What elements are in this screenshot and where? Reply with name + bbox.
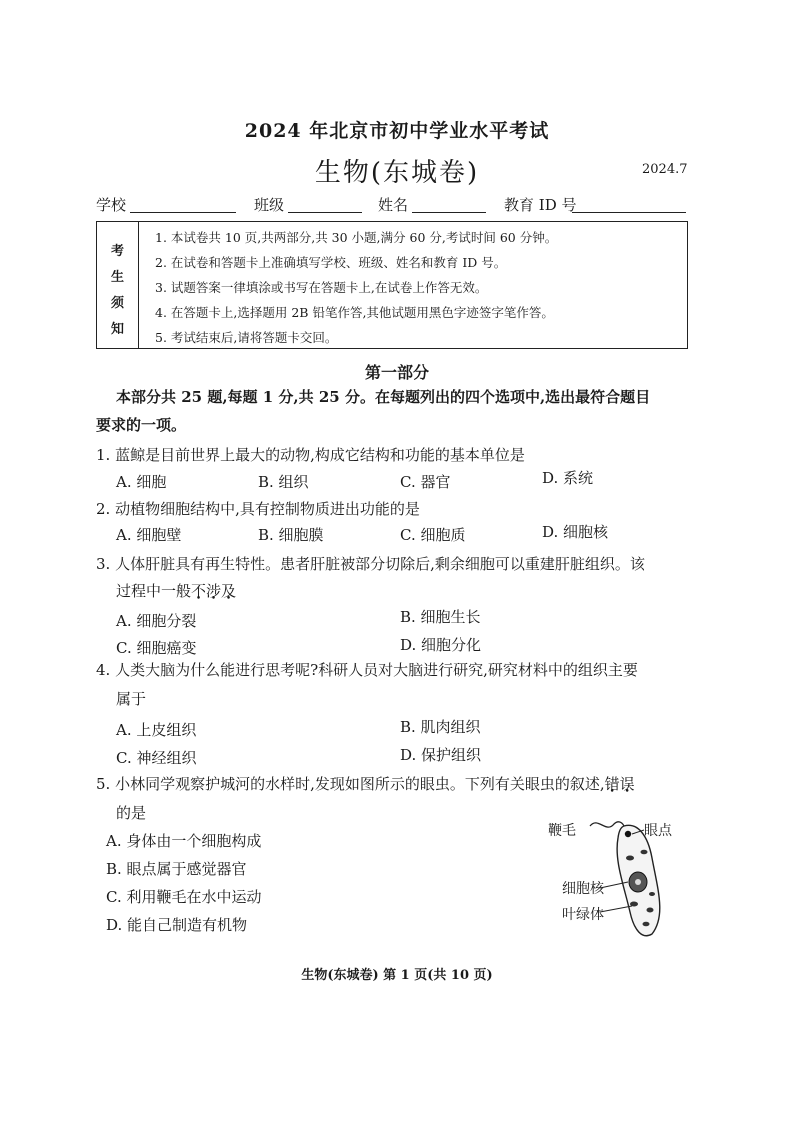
notice-item: 3. 试题答案一律填涂或书写在答题卡上,在试卷上作答无效。	[155, 280, 488, 295]
school-field[interactable]	[130, 212, 236, 213]
q4-option-b[interactable]: B. 肌肉组织	[400, 718, 481, 736]
q3-option-d[interactable]: D. 细胞分化	[400, 636, 482, 654]
q5-option-d[interactable]: D. 能自己制造有机物	[106, 916, 248, 934]
name-field[interactable]	[412, 212, 486, 213]
question-4-stem-line1: 4. 人类大脑为什么能进行思考呢?科研人员对大脑进行研究,研究材料中的组织主要	[96, 661, 638, 679]
label-nucleus: 细胞核	[562, 881, 604, 897]
q2-option-c[interactable]: C. 细胞质	[400, 526, 466, 544]
notice-side-char: 考	[110, 244, 124, 259]
class-label: 班级	[254, 196, 285, 214]
label-chloroplast: 叶绿体	[562, 907, 604, 923]
page-footer: 生物(东城卷) 第 1 页(共 10 页)	[301, 968, 493, 983]
q5-emphasis-char: 误	[619, 775, 635, 793]
q1-option-c[interactable]: C. 器官	[400, 473, 451, 491]
school-label: 学校	[96, 196, 127, 214]
notice-box	[96, 221, 688, 349]
id-field[interactable]	[572, 212, 686, 213]
question-2-stem: 2. 动植物细胞结构中,具有控制物质进出功能的是	[96, 500, 420, 518]
label-flagellum: 鞭毛	[548, 823, 576, 839]
q5-option-b[interactable]: B. 眼点属于感觉器官	[106, 860, 247, 878]
q1-option-b[interactable]: B. 组织	[258, 473, 309, 491]
q4-option-c[interactable]: C. 神经组织	[116, 749, 197, 767]
name-label: 姓名	[378, 196, 409, 214]
notice-item: 5. 考试结束后,请将答题卡交回。	[155, 330, 338, 345]
label-eyespot: 眼点	[644, 823, 672, 839]
q1-option-d[interactable]: D. 系统	[542, 469, 594, 487]
notice-side-char: 生	[110, 270, 124, 285]
notice-item: 4. 在答题卡上,选择题用 2B 铅笔作答,其他试题用黑色字迹签字笔作答。	[155, 305, 554, 320]
q5-stem-text: 5. 小林同学观察护城河的水样时,发现如图所示的眼虫。下列有关眼虫的叙述,	[96, 775, 605, 793]
exam-date: 2024.7	[642, 162, 688, 177]
notice-side-char: 知	[110, 322, 124, 337]
q5-option-c[interactable]: C. 利用鞭毛在水中运动	[106, 888, 262, 906]
q3-option-a[interactable]: A. 细胞分裂	[116, 612, 197, 630]
notice-side-char: 须	[110, 296, 124, 311]
q5-option-a[interactable]: A. 身体由一个细胞构成	[106, 832, 262, 850]
id-label: 教育 ID 号	[504, 196, 577, 214]
q3-emphasis-char: 不	[191, 582, 207, 600]
q1-option-a[interactable]: A. 细胞	[116, 473, 167, 491]
notice-side-label	[97, 222, 139, 348]
part-title: 第一部分	[364, 363, 429, 382]
q3-emphasis-char: 及	[221, 582, 237, 600]
notice-item: 1. 本试卷共 10 页,共两部分,共 30 小题,满分 60 分,考试时间 60 分钟。	[155, 230, 558, 245]
exam-title: 2024 年北京市初中学业水平考试	[244, 120, 550, 142]
q5-emphasis-char: 错	[604, 775, 620, 793]
notice-item: 2. 在试卷和答题卡上准确填写学校、班级、姓名和教育 ID 号。	[155, 255, 507, 270]
q3-option-b[interactable]: B. 细胞生长	[400, 608, 481, 626]
q3-stem-prefix: 过程中一般	[116, 582, 192, 600]
euglena-figure	[548, 812, 708, 942]
question-5-stem-line2: 的是	[116, 804, 147, 822]
question-4-stem-line2: 属于	[116, 690, 147, 708]
subject-title: 生物(东城卷)	[314, 158, 480, 188]
class-field[interactable]	[288, 212, 362, 213]
q2-option-a[interactable]: A. 细胞壁	[116, 526, 182, 544]
student-info-row	[96, 194, 688, 218]
question-3-stem-line1: 3. 人体肝脏具有再生特性。患者肝脏被部分切除后,剩余细胞可以重建肝脏组织。该	[96, 555, 645, 573]
part-intro-line1: 本部分共 25 题,每题 1 分,共 25 分。在每题列出的四个选项中,选出最符合题目	[116, 388, 651, 406]
q2-option-d[interactable]: D. 细胞核	[542, 523, 609, 541]
question-3-stem-line2	[116, 580, 236, 601]
q3-option-c[interactable]: C. 细胞癌变	[116, 639, 197, 657]
question-1-stem: 1. 蓝鲸是目前世界上最大的动物,构成它结构和功能的基本单位是	[96, 446, 525, 464]
q2-option-b[interactable]: B. 细胞膜	[258, 526, 324, 544]
q3-emphasis-char: 涉	[206, 582, 222, 600]
q4-option-d[interactable]: D. 保护组织	[400, 746, 482, 764]
q4-option-a[interactable]: A. 上皮组织	[116, 721, 197, 739]
part-intro-line2: 要求的一项。	[96, 416, 187, 434]
question-5-stem-line1	[96, 773, 635, 794]
